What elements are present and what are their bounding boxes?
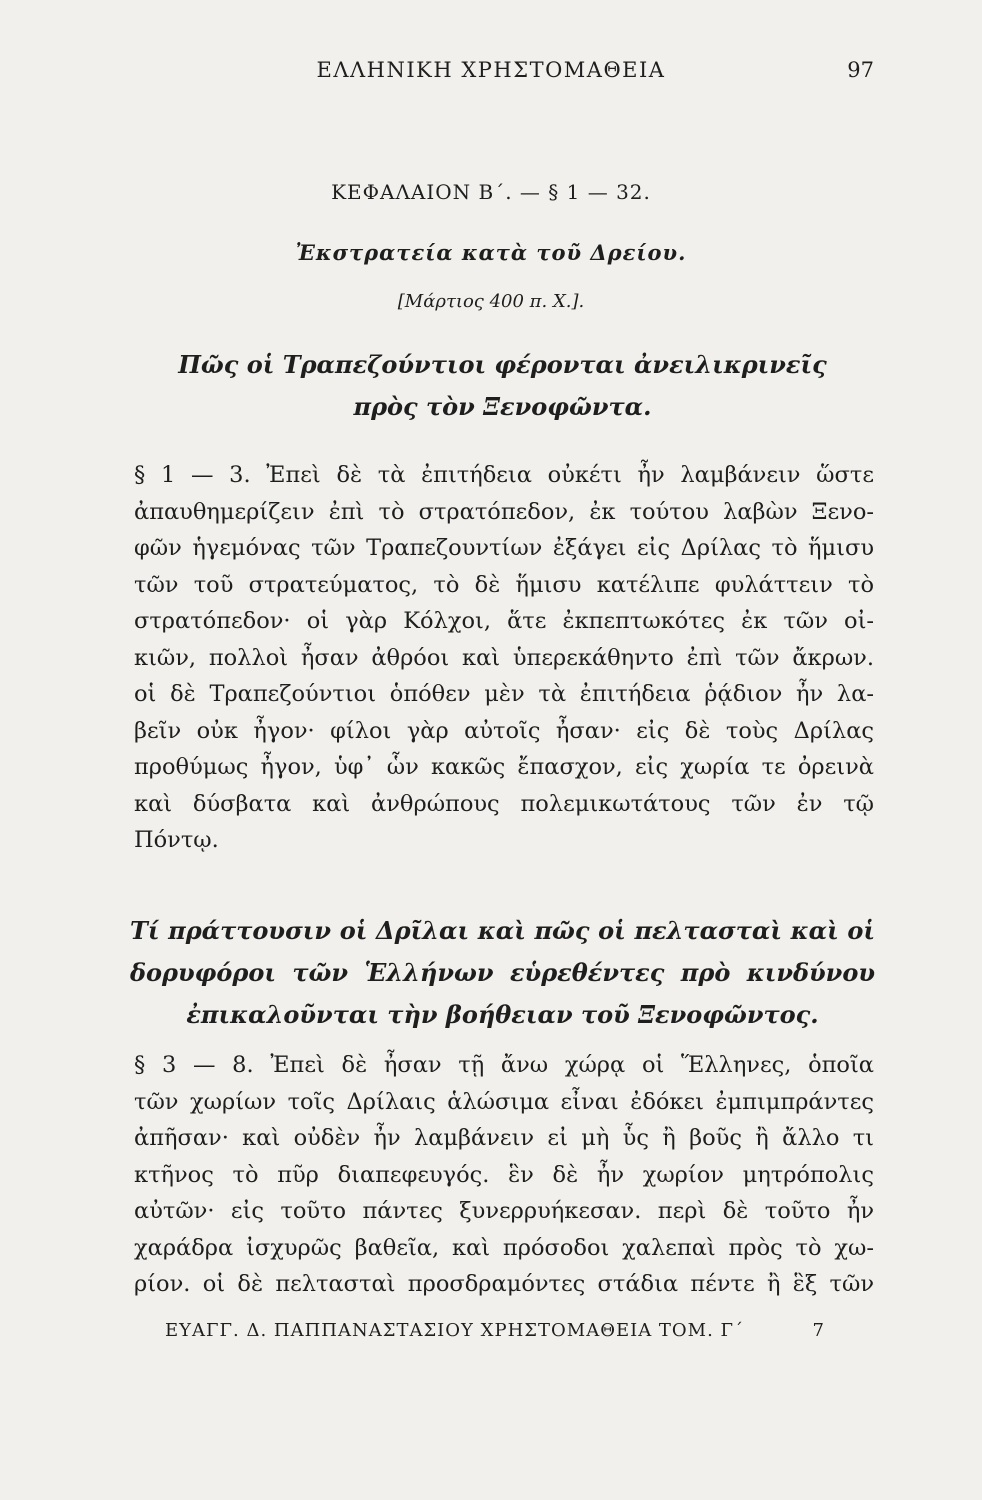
text-line: ἀπῆσαν· καὶ οὐδὲν ἦν λαμβάνειν εἰ μὴ ὗς ἢ βοῦς ἢ ἄλλο τι (134, 1125, 874, 1151)
heading-line: ἐπικαλοῦνται τὴν βοήθειαν τοῦ Ξενοφῶντος. (186, 1000, 819, 1029)
paragraph-1 (134, 457, 874, 859)
text-line: ἀπαυθημερίζειν ἐπὶ τὸ στρατόπεδον, ἐκ τούτου λαβὼν Ξενο- (134, 498, 874, 525)
heading-line: πρὸς τὸν Ξενοφῶντα. (353, 392, 652, 421)
footer-imprint: ΕΥΑΓΓ. Δ. ΠΑΠΠΑΝΑΣΤΑΣΙΟΥ ΧΡΗΣΤΟΜΑΘΕΙΑ ΤΟΜ. Γ΄ (165, 1320, 745, 1341)
text-line: κτῆνος τὸ πῦρ διαπεφευγός. ἓν δὲ ἦν χωρίον μητρόπολις (134, 1161, 874, 1188)
chapter-label: ΚΕΦΑΛΑΙΟΝ Β΄. — § 1 — 32. (331, 180, 651, 204)
signature-number: 7 (812, 1320, 825, 1341)
text-line: τῶν τοῦ στρατεύματος, τὸ δὲ ἥμισυ κατέλιπε φυλάττειν τὸ (134, 571, 874, 598)
text-line: βεῖν οὐκ ἦγον· φίλοι γὰρ αὐτοῖς ἦσαν· εἰς δὲ τοὺς Δρίλας (134, 717, 874, 744)
section-heading-2 (130, 910, 875, 1036)
heading-line: Τί πράττουσιν οἱ Δρῖλαι καὶ πῶς οἱ πελτασταὶ καὶ οἱ (130, 916, 875, 945)
text-line: § 1 — 3. Ἐπεὶ δὲ τὰ ἐπιτήδεια οὐκέτι ἦν λαμβάνειν ὥστε (134, 462, 874, 488)
text-line: καὶ δύσβατα καὶ ἀνθρώπους πολεμικωτάτους τῶν ἐν τῷ (134, 790, 874, 817)
text-line: οἱ δὲ Τραπεζούντιοι ὁπόθεν μὲν τὰ ἐπιτήδεια ῥᾴδιον ἦν λα- (134, 681, 874, 707)
text-line: χαράδρα ἰσχυρῶς βαθεῖα, καὶ πρόσοδοι χαλεπαὶ πρὸς τὸ χω- (134, 1234, 874, 1261)
date-note: [Μάρτιος 400 π. Χ.]. (397, 291, 585, 312)
text-line: αὐτῶν· εἰς τοῦτο πάντες ξυνερρυήκεσαν. περὶ δὲ τοῦτο ἦν (134, 1198, 874, 1224)
text-line: φῶν ἡγεμόνας τῶν Τραπεζουντίων ἐξάγει εἰς Δρίλας τὸ ἥμισυ (134, 535, 874, 561)
page-number: 97 (847, 58, 874, 82)
running-title: ΕΛΛΗΝΙΚΗ ΧΡΗΣΤΟΜΑΘΕΙΑ (316, 58, 666, 82)
text-line: προθύμως ἦγον, ὑφ᾽ ὧν κακῶς ἔπασχον, εἰς χωρία τε ὀρεινὰ (134, 754, 874, 780)
heading-line: δορυφόροι τῶν Ἑλλήνων εὑρεθέντες πρὸ κινδύνου (130, 958, 875, 987)
text-line: § 3 — 8. Ἐπεὶ δὲ ἦσαν τῇ ἄνω χώρᾳ οἱ Ἕλληνες, ὁποῖα (134, 1052, 874, 1078)
text-line: τῶν χωρίων τοῖς Δρίλαις ἁλώσιμα εἶναι ἐδόκει ἐμπιμπράντες (134, 1088, 874, 1115)
running-head (0, 58, 982, 92)
expedition-title: Ἐκστρατεία κατὰ τοῦ Δρείου. (295, 240, 687, 265)
paragraph-2 (134, 1047, 874, 1303)
page-footer (165, 1320, 825, 1350)
text-line: στρατόπεδον· οἱ γὰρ Κόλχοι, ἅτε ἐκπεπτωκότες ἐκ τῶν οἰ- (134, 608, 874, 634)
section-heading-1 (130, 344, 875, 428)
text-line: ρίον. οἱ δὲ πελτασταὶ προσδραμόντες στάδια πέντε ἢ ἓξ τῶν (134, 1271, 874, 1297)
text-line: Πόντῳ. (134, 827, 219, 853)
heading-line: Πῶς οἱ Τραπεζούντιοι φέρονται ἀνειλικρινεῖς (178, 350, 827, 379)
text-line: κιῶν, πολλοὶ ἦσαν ἀθρόοι καὶ ὑπερεκάθηντο ἐπὶ τῶν ἄκρων. (134, 644, 874, 671)
